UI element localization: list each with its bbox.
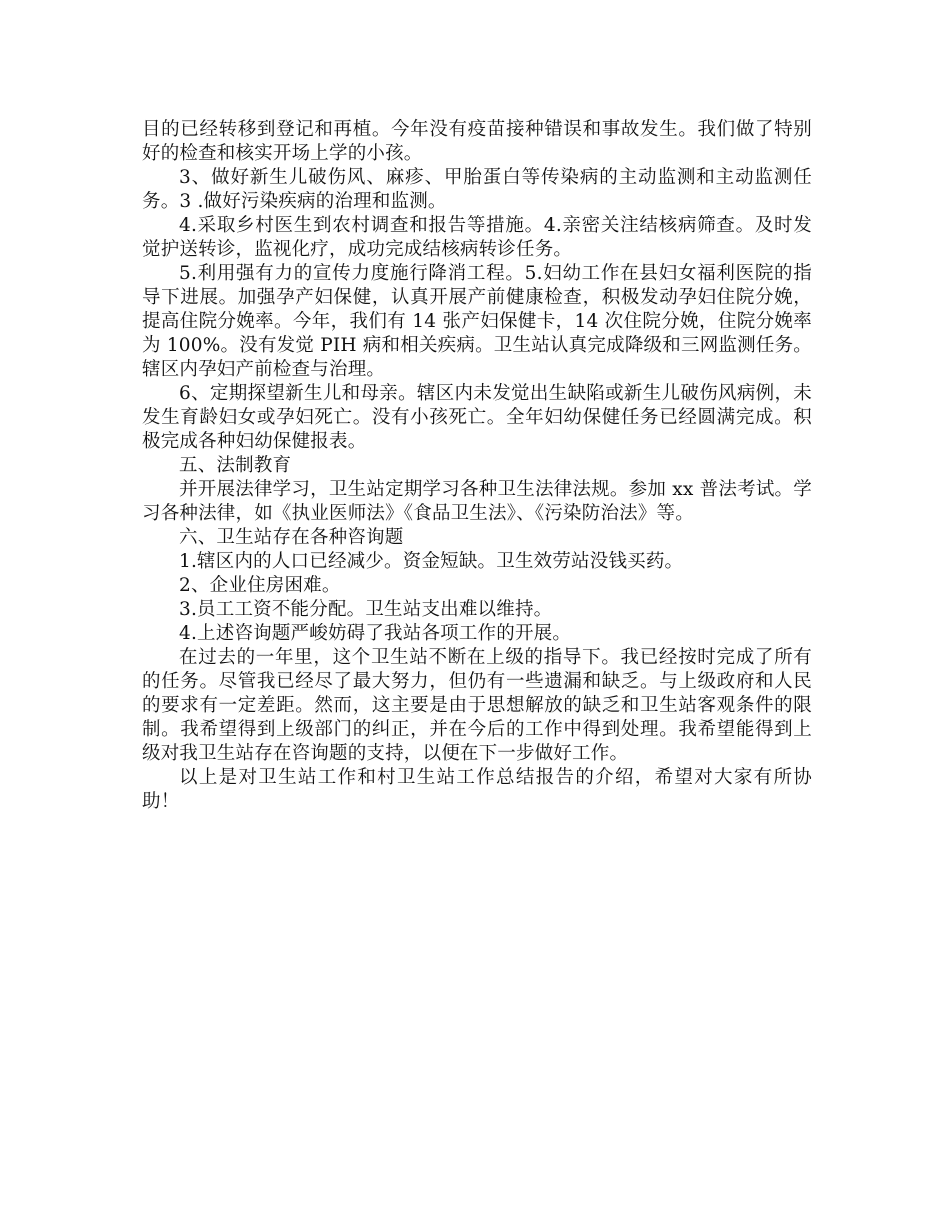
body-paragraph: 6、定期探望新生儿和母亲。辖区内未发觉出生缺陷或新生儿破伤风病例，未发生育龄妇女或孕妇死亡。没有小孩死亡。全年妇幼保健任务已经圆满完成。积极完成各种妇幼保健报表。: [142, 383, 812, 452]
list-item: 3.员工工资不能分配。卫生站支出难以维持。: [179, 599, 553, 620]
body-paragraph: 以上是对卫生站工作和村卫生站工作总结报告的介绍，希望对大家有所协助！: [142, 767, 812, 812]
body-paragraph: 4.采取乡村医生到农村调查和报告等措施。4.亲密关注结核病筛查。及时发觉护送转诊，监视化疗，成功完成结核病转诊任务。: [142, 215, 812, 260]
list-item: 2、企业住房困难。: [179, 575, 341, 596]
section-heading: 五、法制教育: [179, 455, 292, 476]
body-paragraph: 目的已经转移到登记和再植。今年没有疫苗接种错误和事故发生。我们做了特别好的检查和核实开场上学的小孩。: [142, 119, 812, 164]
section-heading: 六、卫生站存在各种咨询题: [179, 527, 404, 548]
list-item: 1.辖区内的人口已经减少。资金短缺。卫生效劳站没钱买药。: [179, 551, 684, 572]
body-paragraph: 在过去的一年里，这个卫生站不断在上级的指导下。我已经按时完成了所有的任务。尽管我已经尽了最大努力，但仍有一些遗漏和缺乏。与上级政府和人民的要求有一定差距。然而，这主要是由于思想解放的缺乏和卫生站客观条件的限制。我希望得到上级部门的纠正，并在今后的工作中得到处理。我希望能得到上级对我卫生站存在咨询题的支持，以便在下一步做好工作。: [142, 647, 812, 764]
body-paragraph: 3、做好新生儿破伤风、麻疹、甲胎蛋白等传染病的主动监测和主动监测任务。3 .做好污染疾病的治理和监测。: [142, 167, 812, 212]
body-paragraph: 5.利用强有力的宣传力度施行降消工程。5.妇幼工作在县妇女福利医院的指导下进展。加强孕产妇保健，认真开展产前健康检查，积极发动孕妇住院分娩，提高住院分娩率。今年，我们有 14 张产妇保健卡，14 次住院分娩，住院分娩率为 100%。没有发觉 PIH 病和相关疾病。卫生站认真完成降级和三网监测任务。辖区内孕妇产前检查与治理。: [142, 263, 812, 380]
document-page: [142, 118, 812, 814]
body-paragraph: 并开展法律学习，卫生站定期学习各种卫生法律法规。参加 xx 普法考试。学习各种法律，如《执业医师法》《食品卫生法》、《污染防治法》等。: [142, 479, 812, 524]
list-item: 4.上述咨询题严峻妨碍了我站各项工作的开展。: [179, 623, 572, 644]
